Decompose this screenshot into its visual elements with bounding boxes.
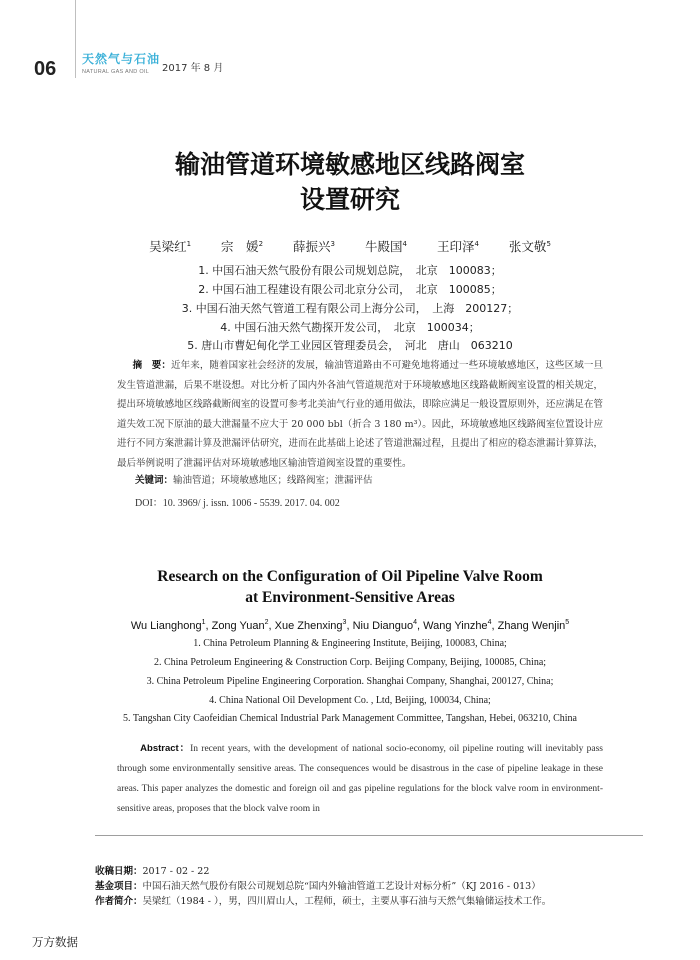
keywords-cn-text: 输油管道；环境敏感地区；线路阀室；泄漏评估 [173, 475, 373, 486]
author-cn: 张文敬$^5$ [508, 239, 551, 254]
abstract-cn [117, 356, 603, 473]
footnote-fund: 基金项目：中国石油天然气股份有限公司规划总院“国内外输油管道工艺设计对标分析”（KJ 2016 - 013） [95, 881, 541, 892]
author-cn: 宗 媛$^2$ [221, 239, 264, 254]
author-en: Xue Zhenxing$^3$ [274, 619, 347, 632]
abstract-en-text: In recent years, with the development of national socio-economy, oil pipeline routing will inevitably pass through some environmentally sensitive areas. The consequences would be disastrous in the case of pipeline leakage in these areas. This paper analyzes the domestic and foreign oil and gas pipeline regulations for the block valve room in environment-sensitive areas, proposes that the block valve room in [117, 744, 603, 814]
title-cn-line-2: 设置研究 [299, 185, 400, 214]
author-en: Wu Lianghong$^1$ [130, 619, 206, 632]
title-cn-line-1: 输油管道环境敏感地区线路阀室 [174, 150, 525, 179]
footnote-divider [95, 835, 643, 836]
footnote-author-bio: 作者简介：吴梁红（1984 - ），男，四川眉山人，工程师，硕士，主要从事石油与天然气集输储运技术工作。 [95, 896, 552, 907]
abstract-cn-label: 摘 要： [132, 360, 172, 371]
author-en: Zhang Wenjin$^5$ [497, 619, 570, 632]
title-en-line-2: at Environment-Sensitive Areas [245, 589, 455, 606]
affiliation-cn: 1. 中国石油天然气股份有限公司规划总院， 北京 100083； [198, 264, 502, 277]
abstract-en [117, 739, 603, 819]
affiliation-en: 1. China Petroleum Planning & Engineering Institute, Beijing, 100083, China; [193, 638, 507, 649]
journal-logo-en: NATURAL GAS AND OIL [82, 69, 150, 75]
affiliation-en: 4. China National Oil Development Co. , Ltd, Beijing, 100034, China; [209, 695, 491, 706]
author-cn: 薛振兴$^3$ [293, 239, 335, 254]
affiliation-cn: 4. 中国石油天然气勘探开发公司， 北京 100034； [220, 321, 480, 334]
abstract-cn-text: 近年来，随着国家社会经济的发展，输油管道路由不可避免地将通过一些环境敏感地区，这些区域一旦发生管道泄漏，后果不堪设想。对比分析了国内外各油气管道规范对于环境敏感地区线路截断阀室设置的相关规定，提出环境敏感地区线路截断阀室的设置可参考北美油气行业的通用做法，即除应满足一般设置原则外，还应满足在管道失效工况下原油的最大泄漏量不应大于 20 000 bbl（折合 3 180 m³）。因此，环境敏感地区线路阀室位置设计应进行不同方案泄漏计算及泄漏评估研究，进而在此基础上论述了管道泄漏过程，且提出了相应的稳态泄漏计算算法，最后举例说明了泄漏评估对环境敏感地区输油管道阀室设置的重要性。 [117, 360, 603, 469]
authors-cn [0, 237, 700, 255]
author-cn: 王印泽$^4$ [436, 239, 479, 254]
affiliation-cn: 2. 中国石油工程建设有限公司北京分公司， 北京 100085； [198, 283, 502, 296]
issue-date: 2017 年 8 月 [162, 63, 224, 74]
footnote-received: 收稿日期：2017 - 02 - 22 [95, 866, 210, 877]
doi: DOI：10. 3969/ j. issn. 1006 - 5539. 2017. 04. 002 [135, 498, 340, 509]
author-en: Niu Dianguo$^4$ [352, 619, 418, 632]
header-divider [75, 0, 76, 78]
keywords-cn-label: 关键词： [135, 475, 174, 486]
author-en: Zong Yuan$^2$ [211, 619, 269, 632]
affiliation-cn: 3. 中国石油天然气管道工程有限公司上海分公司， 上海 200127； [181, 302, 519, 315]
authors-en: Wu Lianghong$^1$, Zong Yuan$^2$, Xue Zhenxing$^3$, Niu Dianguo$^4$, Wang Yinzhe$^4$, Zhang Wenjin$^5$ [130, 619, 570, 632]
abstract-en-label: Abstract： [140, 743, 191, 754]
affiliation-en: 2. China Petroleum Engineering & Construction Corp. Beijing Company, Beijing, 100085, China; [153, 657, 547, 668]
title-en-line-1: Research on the Configuration of Oil Pipeline Valve Room [157, 568, 543, 585]
author-en: Wang Yinzhe$^4$ [423, 619, 492, 632]
page-number: 06 [34, 58, 57, 80]
watermark-wanfang: 万方数据 [32, 935, 78, 949]
affiliation-cn: 5. 唐山市曹妃甸化学工业园区管理委员会， 河北 唐山 063210 [187, 339, 513, 352]
affiliation-en: 5. Tangshan City Caofeidian Chemical Industrial Park Management Committee, Tangshan, Hebei, 063210, China [123, 713, 577, 724]
keywords-cn [135, 472, 373, 486]
author-cn: 吴梁红$^1$ [149, 239, 192, 254]
author-cn: 牛殿国$^4$ [364, 239, 407, 254]
journal-logo-cn: 天然气与石油 [82, 52, 161, 66]
affiliation-en: 3. China Petroleum Pipeline Engineering Corporation. Shanghai Company, Shanghai, 200127, China; [146, 676, 554, 687]
